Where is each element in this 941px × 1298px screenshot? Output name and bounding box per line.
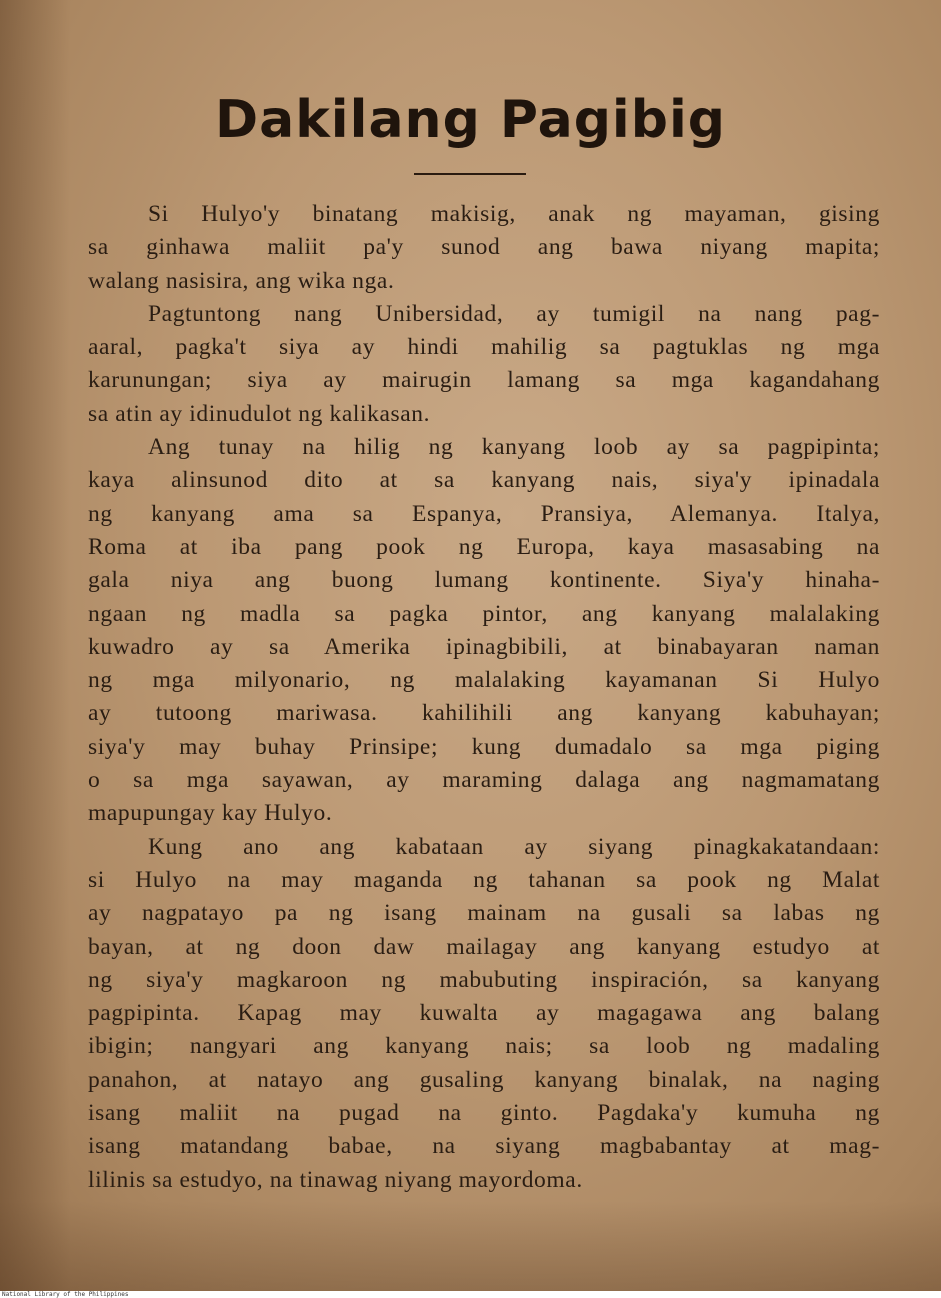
text-line: ay nagpatayo pa ng isang mainam na gusali sa labas ng: [88, 900, 880, 927]
text-line: panahon, at natayo ang gusaling kanyang binalak, na naging: [88, 1066, 880, 1093]
text-line: Pagtuntong nang Unibersidad, ay tumigil na nang pag-: [148, 300, 880, 327]
text-line: isang maliit na pugad na ginto. Pagdaka'y kumuha ng: [88, 1100, 880, 1127]
text-line: Ang tunay na hilig ng kanyang loob ay sa pagpipinta;: [148, 434, 880, 461]
text-line: siya'y may buhay Prinsipe; kung dumadalo sa mga piging: [88, 733, 880, 760]
text-line: pagpipinta. Kapag may kuwalta ay magagawa ang balang: [88, 1000, 880, 1027]
text-line: o sa mga sayawan, ay maraming dalaga ang nagmamatang: [88, 767, 880, 794]
paragraph-3: [88, 431, 880, 831]
page-title: Dakilang Pagibig: [214, 90, 727, 150]
text-line: lilinis sa estudyo, na tinawag niyang mayordoma.: [88, 1166, 583, 1193]
paragraph-2: [88, 298, 880, 431]
paragraph-1: [88, 198, 880, 298]
text-line: ng siya'y magkaroon ng mabubuting inspiración, sa kanyang: [88, 966, 880, 993]
text-line: karunungan; siya ay mairugin lamang sa mga kagandahang: [88, 367, 880, 394]
text-line: bayan, at ng doon daw mailagay ang kanyang estudyo at: [88, 933, 880, 960]
library-watermark: National Library of the Philippines: [2, 1291, 129, 1298]
text-line: mapupungay kay Hulyo.: [88, 800, 333, 827]
text-line: ay tutoong mariwasa. kahilihili ang kanyang kabuhayan;: [88, 700, 880, 727]
text-line: ngaan ng madla sa pagka pintor, ang kanyang malalaking: [88, 600, 880, 627]
text-line: kaya alinsunod dito at sa kanyang nais, siya'y ipinadala: [88, 467, 880, 494]
text-line: walang nasisira, ang wika nga.: [88, 267, 395, 294]
text-line: Kung ano ang kabataan ay siyang pinagkakatandaan:: [148, 833, 880, 860]
text-line: gala niya ang buong lumang kontinente. Siya'y hinaha-: [88, 567, 880, 594]
text-line: isang matandang babae, na siyang magbabantay at mag-: [88, 1133, 880, 1160]
paragraph-4: [88, 831, 880, 1197]
title-divider: [414, 173, 526, 175]
text-line: ng mga milyonario, ng malalaking kayamanan Si Hulyo: [88, 667, 880, 694]
story-body: [88, 198, 880, 1197]
text-line: Si Hulyo'y binatang makisig, anak ng mayaman, gising: [148, 201, 880, 227]
text-line: kuwadro ay sa Amerika ipinagbibili, at binabayaran naman: [88, 633, 880, 660]
text-line: si Hulyo na may maganda ng tahanan sa pook ng Malat: [88, 866, 880, 893]
text-line: sa atin ay idinudulot ng kalikasan.: [88, 400, 431, 427]
text-line: ibigin; nangyari ang kanyang nais; sa loob ng madaling: [88, 1033, 880, 1060]
text-line: ng kanyang ama sa Espanya, Pransiya, Alemanya. Italya,: [88, 500, 880, 527]
text-line: sa ginhawa maliit pa'y sunod ang bawa niyang mapita;: [88, 234, 880, 261]
text-line: aaral, pagka't siya ay hindi mahilig sa pagtuklas ng mga: [88, 334, 880, 361]
text-line: Roma at iba pang pook ng Europa, kaya masasabing na: [88, 533, 880, 560]
